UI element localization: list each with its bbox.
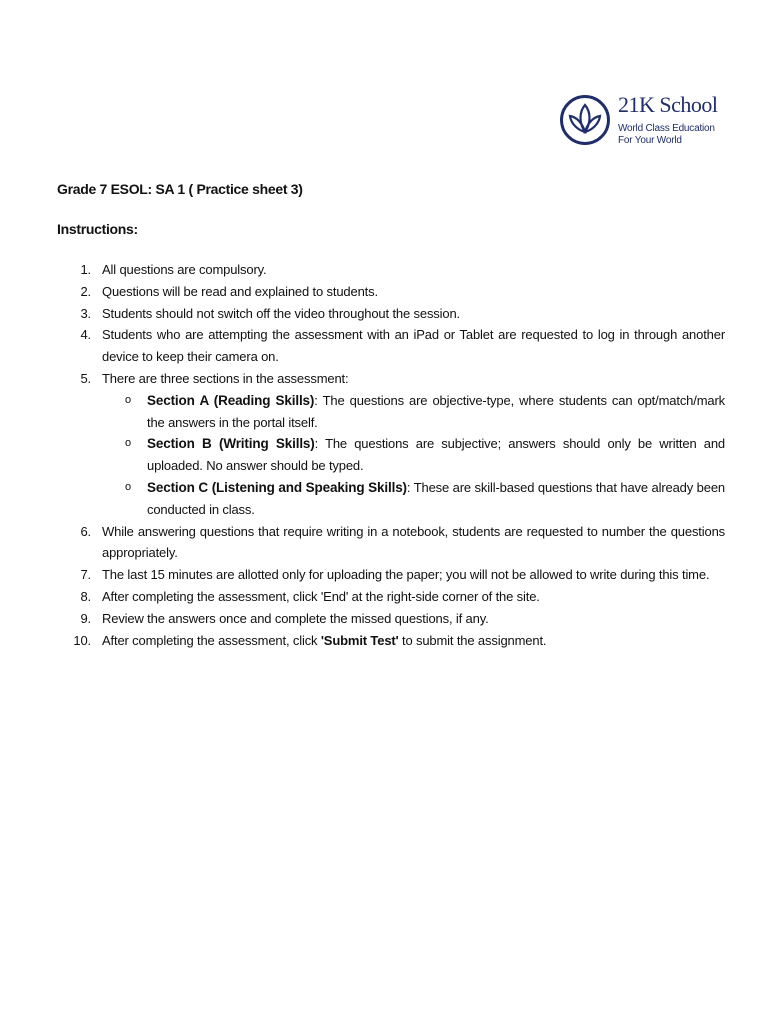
bullet-marker: o [125, 480, 131, 493]
list-item [57, 608, 725, 630]
list-item-text: Students who are attempting the assessment with an iPad or Tablet are requested to log in through another device to keep their camera on. [102, 327, 725, 365]
list-item [57, 630, 725, 652]
section-list-item [57, 433, 725, 477]
section-name: Section C (Listening and Speaking Skills) [147, 479, 407, 495]
bullet-marker: o [125, 437, 131, 450]
list-item-number: 7. [80, 567, 91, 583]
lotus-logo-icon [558, 92, 612, 150]
list-item [57, 281, 725, 303]
list-item-text: Questions will be read and explained to students. [102, 283, 378, 299]
list-item [57, 586, 725, 608]
list-item-text: After completing the assessment, click [102, 632, 321, 648]
list-item [57, 521, 725, 565]
list-item-number: 4. [80, 327, 91, 343]
list-item-text: All questions are compulsory. [102, 262, 267, 277]
logo-tagline-2: For Your World [618, 135, 682, 146]
section-name: Section A (Reading Skills) [147, 392, 315, 408]
list-item-number: 2. [80, 283, 91, 299]
school-logo [558, 90, 728, 154]
instructions-list [57, 259, 725, 651]
section-description: : The questions are objective-type, where students can opt/match/mark the answers in the portal itself. [147, 392, 725, 430]
list-item-text: There are three sections in the assessment: [102, 370, 349, 386]
list-item-text: While answering questions that require writing in a notebook, students are requested to number the questions appropriately. [102, 523, 725, 561]
list-item [57, 324, 725, 368]
section-name: Section B (Writing Skills) [147, 436, 315, 452]
document-title: Grade 7 ESOL: SA 1 ( Practice sheet 3) [57, 181, 303, 197]
list-item-number: 8. [80, 588, 91, 604]
list-item [57, 303, 725, 325]
list-item-number: 9. [80, 610, 91, 626]
section-list-item [57, 390, 725, 434]
list-item-number: 3. [80, 305, 91, 321]
list-item-number: 1. [80, 262, 91, 277]
section-description: : These are skill-based questions that have already been conducted in class. [147, 479, 725, 517]
instructions-heading: Instructions: [57, 221, 138, 237]
bullet-marker: o [125, 393, 131, 406]
list-item [57, 259, 725, 281]
list-item [57, 564, 725, 586]
logo-school-name: 21K School [618, 92, 718, 117]
section-description: : The questions are subjective; answers should only be written and uploaded. No answer should be typed. [147, 436, 725, 474]
list-item [57, 368, 725, 390]
submit-test-emphasis: 'Submit Test' [320, 632, 399, 648]
list-item-number: 10. [73, 632, 91, 648]
list-item-text: After completing the assessment, click 'End' at the right-side corner of the site. [102, 588, 540, 604]
logo-tagline-1: World Class Education [618, 123, 715, 134]
list-item-text: The last 15 minutes are allotted only for uploading the paper; you will not be allowed to write during this time. [102, 567, 710, 583]
section-list-item [57, 477, 725, 521]
list-item-number: 5. [80, 370, 91, 386]
list-item-text: to submit the assignment. [398, 632, 547, 648]
list-item-number: 6. [80, 523, 91, 539]
list-item-text: Students should not switch off the video throughout the session. [102, 305, 461, 321]
list-item-text: Review the answers once and complete the missed questions, if any. [102, 610, 489, 626]
